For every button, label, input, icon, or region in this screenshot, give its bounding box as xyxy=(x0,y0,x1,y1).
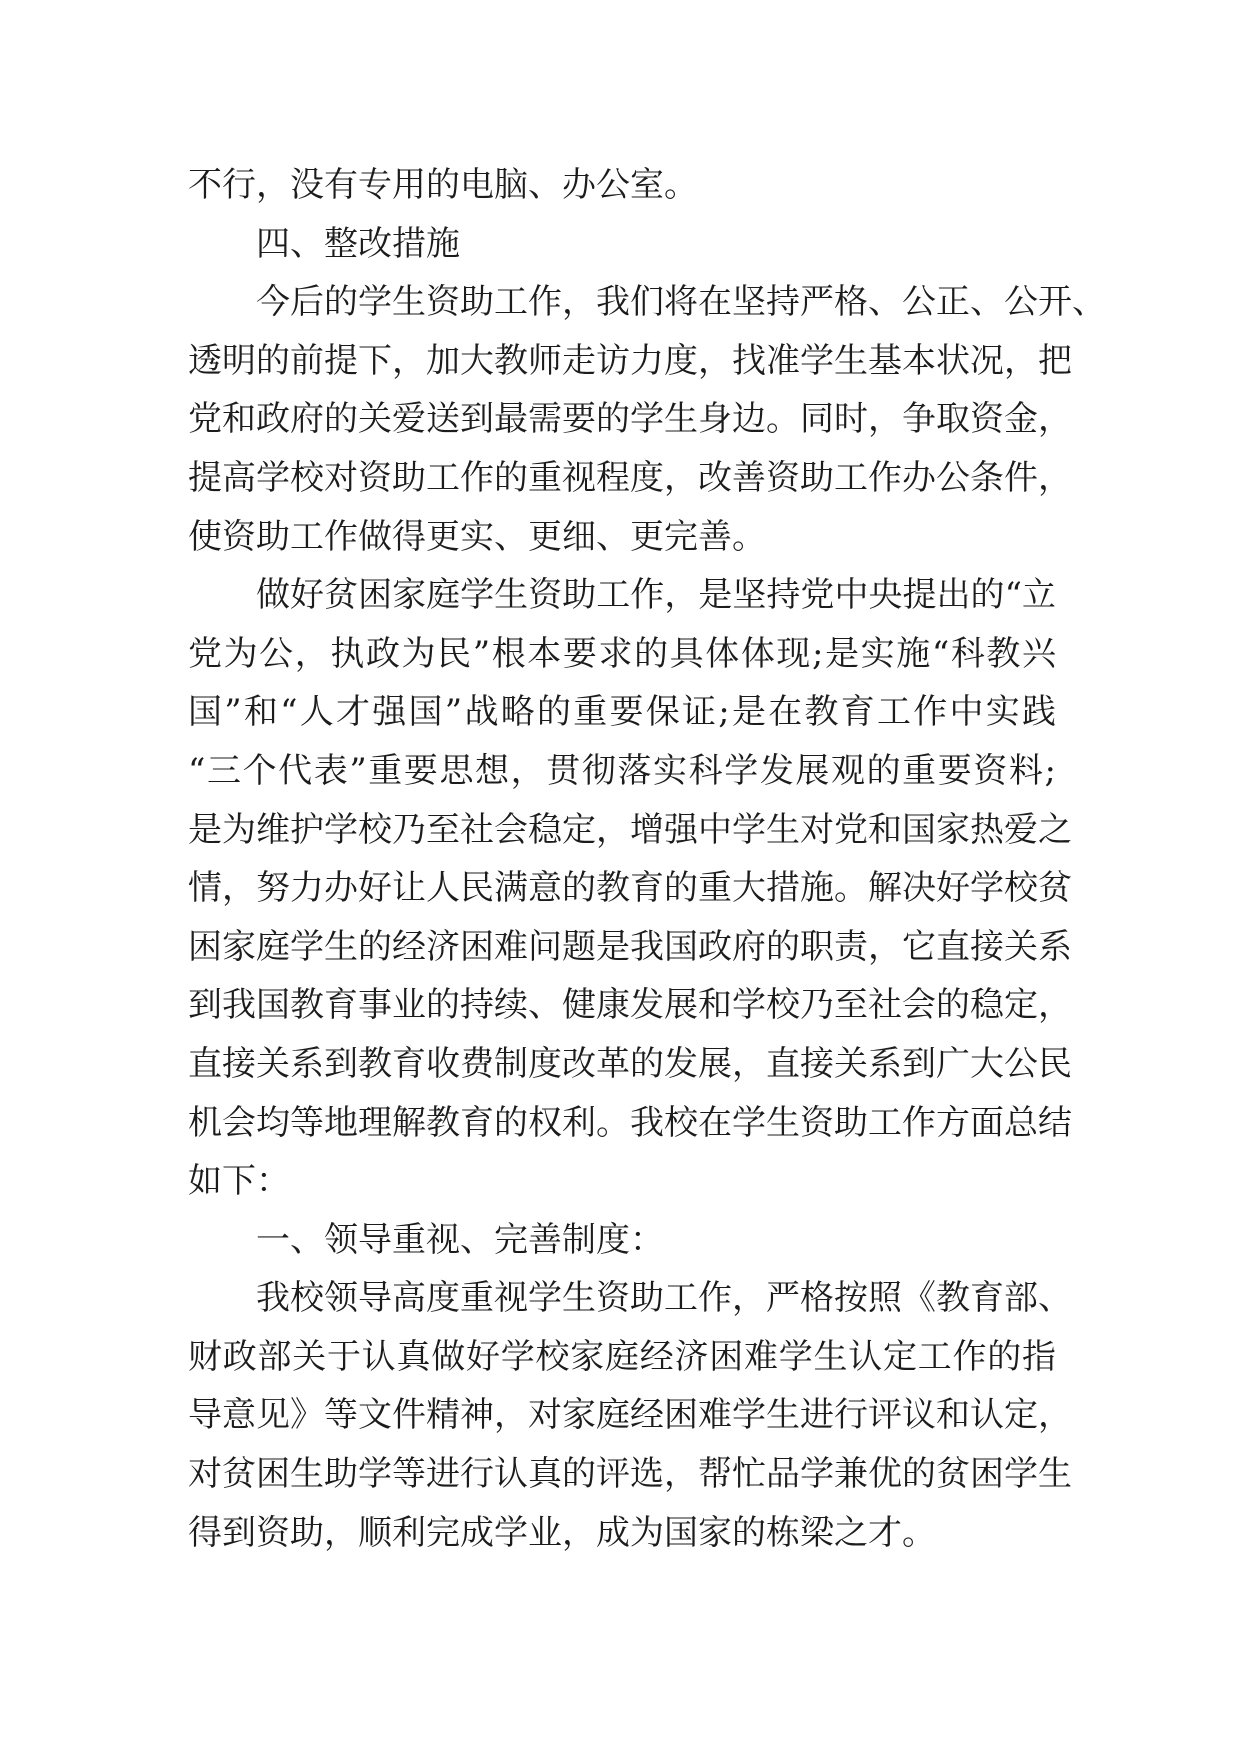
text-line: 透明的前提下，加大教师走访力度，找准学生基本状况，把 xyxy=(188,340,1072,381)
text-line: 困家庭学生的经济困难问题是我国政府的职责，它直接关系 xyxy=(188,926,1072,967)
text-line: 直接关系到教育收费制度改革的发展，直接关系到广大公民 xyxy=(188,1043,1072,1084)
document-body xyxy=(188,156,1106,1562)
text-line: 导意见》等文件精神，对家庭经困难学生进行评议和认定， xyxy=(188,1395,1072,1436)
text-line: 财政部关于认真做好学校家庭经济困难学生认定工作的指 xyxy=(188,1336,1056,1377)
text-line: 提高学校对资助工作的重视程度，改善资助工作办公条件， xyxy=(188,457,1072,498)
text-line: 使资助工作做得更实、更细、更完善。 xyxy=(188,516,766,557)
text-line: 机会均等地理解教育的权利。我校在学生资助工作方面总结 xyxy=(188,1102,1072,1143)
text-line: 党为公，执政为民”根本要求的具体体现;是实施“科教兴 xyxy=(188,633,1056,674)
text-line: 党和政府的关爱送到最需要的学生身边。同时，争取资金， xyxy=(188,399,1072,440)
text-line: 是为维护学校乃至社会稳定，增强中学生对党和国家热爱之 xyxy=(188,809,1072,850)
text-line: “三个代表”重要思想，贯彻落实科学发展观的重要资料; xyxy=(188,750,1056,791)
text-line: 情，努力办好让人民满意的教育的重大措施。解决好学校贫 xyxy=(188,868,1072,909)
text-line: 如下： xyxy=(188,1161,290,1202)
text-line: 今后的学生资助工作，我们将在坚持严格、公正、公开、 xyxy=(256,282,1106,323)
text-line: 不行，没有专用的电脑、办公室。 xyxy=(188,165,698,205)
text-line: 对贫困生助学等进行认真的评选，帮忙品学兼优的贫困学生 xyxy=(188,1454,1072,1495)
text-line: 做好贫困家庭学生资助工作，是坚持党中央提出的“立 xyxy=(256,575,1056,616)
text-line: 国”和“人才强国”战略的重要保证;是在教育工作中实践 xyxy=(188,692,1056,733)
text-line: 我校领导高度重视学生资助工作，严格按照《教育部、 xyxy=(256,1278,1072,1319)
text-line: 一、领导重视、完善制度： xyxy=(256,1219,664,1260)
text-line: 四、整改措施 xyxy=(256,223,460,264)
text-line: 得到资助，顺利完成学业，成为国家的栋梁之才。 xyxy=(188,1512,936,1553)
text-line: 到我国教育事业的持续、健康发展和学校乃至社会的稳定， xyxy=(188,985,1072,1026)
